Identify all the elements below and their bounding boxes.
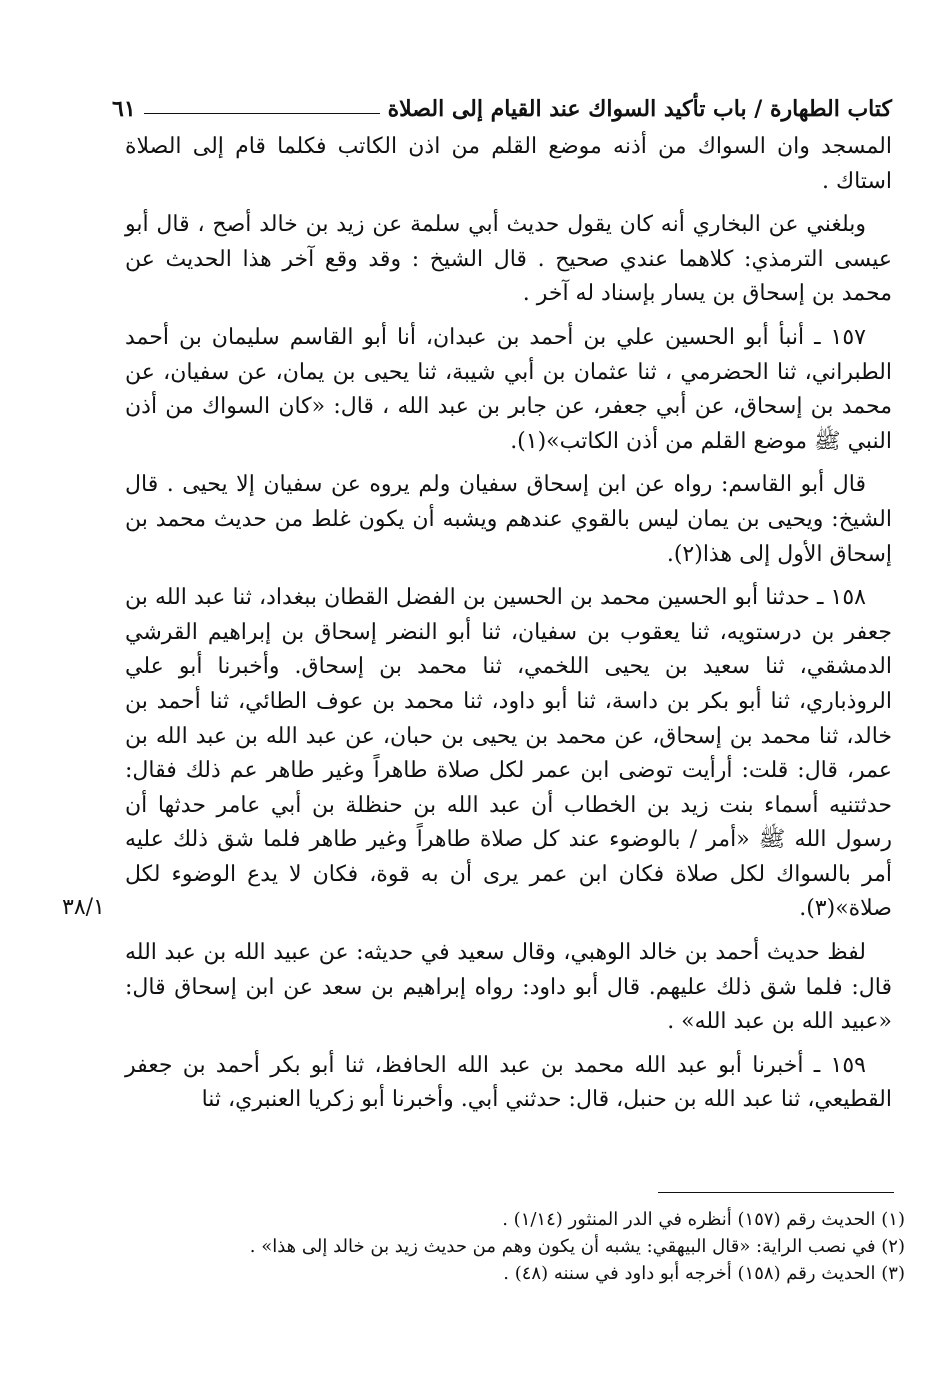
page-number: ٦١ xyxy=(112,96,136,122)
paragraph: قال أبو القاسم: رواه عن ابن إسحاق سفيان ولم يروه عن سفيان إلا يحيى . قال الشيخ: ويحيى بن يمان ليس بالقوي عندهم ويشبه أن يكون غلط من حديث محمد بن إسحاق الأول إلى هذا(٢). xyxy=(125,472,892,567)
footnote-2: (٢) في نصب الراية: «قال البيهقي: يشبه أن يكون وهم من حديث زيد بن خالد إلى هذا» . xyxy=(249,1236,905,1257)
header-rule xyxy=(144,113,380,114)
margin-folio-note: ٣٨/١ xyxy=(62,895,105,920)
main-text xyxy=(125,130,892,1127)
footnote-1: (١) الحديث رقم (١٥٧) أنظره في الدر المنثور (١/١٤) . xyxy=(502,1209,905,1230)
footnote-divider xyxy=(658,1192,894,1193)
footnote-3: (٣) الحديث رقم (١٥٨) أخرجه أبو داود في سننه (٤٨) . xyxy=(503,1263,905,1284)
paragraph: لفظ حديث أحمد بن خالد الوهبي، وقال سعيد في حديثه: عن عبيد الله بن عبد الله قال: فلما شق ذلك عليهم. قال أبو داود: رواه إبراهيم بن سعد عن ابن إسحاق قال: «عبيد الله بن عبد الله» . xyxy=(125,940,892,1035)
paragraph: المسجد وان السواك من أذنه موضع القلم من اذن الكاتب فكلما قام إلى الصلاة استاك . xyxy=(125,134,892,194)
hadith-158: ١٥٨ ـ حدثنا أبو الحسين محمد بن الحسين بن الفضل القطان ببغداد، ثنا عبد الله بن جعفر بن درستويه، ثنا يعقوب بن سفيان، ثنا أبو النضر إسحاق بن إبراهيم القرشي الدمشقي، ثنا سعيد بن يحيى اللخمي، ثنا محمد بن إسحاق. وأخبرنا أبو علي الروذباري، ثنا أبو بكر بن داسة، ثنا أبو داود، ثنا محمد بن عوف الطائي، ثنا أحمد بن خالد، ثنا محمد بن إسحاق، عن محمد بن يحيى بن حبان، عن عبد الله بن عبد الله بن عمر، قال: قلت: أرأيت توضى ابن عمر لكل صلاة طاهراً وغير طاهر عم ذلك فقال: حدثتنيه أسماء بنت زيد بن الخطاب أن عبد الله بن حنظلة بن أبي عامر حدثها أن رسول الله ﷺ «أمر / بالوضوء عند كل صلاة طاهراً وغير طاهر فلما شق ذلك عليه أمر بالسواك لكل صلاة فكان ابن عمر يرى أن به قوة، فكان لا يدع الوضوء لكل صلاة»(٣). xyxy=(125,585,892,922)
header-title: كتاب الطهارة / باب تأكيد السواك عند القيام إلى الصلاة xyxy=(387,96,892,122)
hadith-157: ١٥٧ ـ أنبأ أبو الحسين علي بن أحمد بن عبدان، أنا أبو القاسم سليمان بن أحمد الطبراني، ثنا الحضرمي ، ثنا عثمان بن أبي شيبة، ثنا يحيى بن يمان، عن سفيان، عن محمد بن إسحاق، عن أبي جعفر، عن جابر بن عبد الله ، قال: «كان السواك من أذن النبي ﷺ موضع القلم من أذن الكاتب»(١). xyxy=(125,324,892,454)
running-header xyxy=(112,82,892,122)
hadith-159: ١٥٩ ـ أخبرنا أبو عبد الله محمد بن عبد الله الحافظ، ثنا أبو بكر أحمد بن جعفر القطيعي، ثنا عبد الله بن حنبل، قال: حدثني أبي. وأخبرنا أبو زكريا العنبري، ثنا xyxy=(125,1052,892,1113)
paragraph: وبلغني عن البخاري أنه كان يقول حديث أبي سلمة عن زيد بن خالد أصح ، قال أبو عيسى الترمذي: كلاهما عندي صحيح . قال الشيخ : وقد وقع آخر هذا الحديث عن محمد بن إسحاق بن يسار بإسناد له آخر . xyxy=(125,212,892,307)
footnotes xyxy=(125,1206,905,1287)
